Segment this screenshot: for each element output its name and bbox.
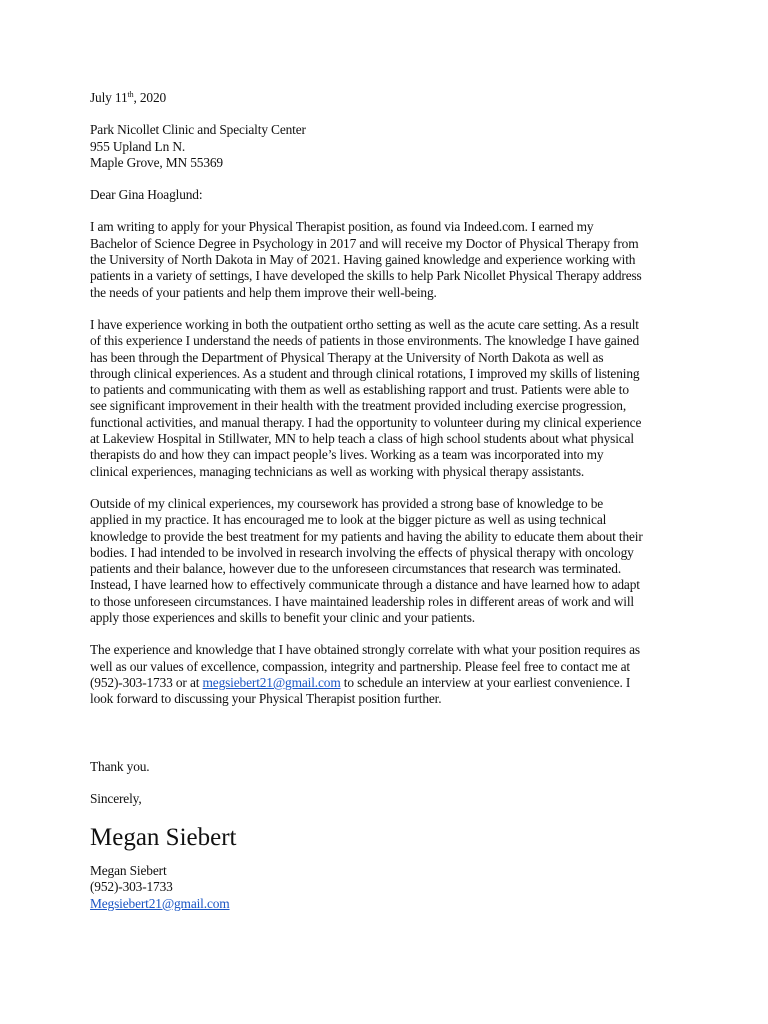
paragraph-coursework <box>90 496 680 626</box>
recipient-address <box>90 122 680 171</box>
paragraph-line: at Lakeview Hospital in Stillwater, MN to help teach a class of high school students about what physical <box>90 431 634 447</box>
paragraph-line: Outside of my clinical experiences, my coursework has provided a strong base of knowledge to be <box>90 495 604 511</box>
paragraph-experience <box>90 317 680 480</box>
sender-email-line <box>90 896 680 912</box>
paragraph-line: to patients and communicating with them as well as establishing rapport and trust. Patients were able to <box>90 382 629 398</box>
paragraph-intro <box>90 219 680 300</box>
paragraph-line: Instead, I have learned how to effectively communicate through a distance and have learned how to adapt <box>90 577 640 593</box>
thanks-line: Thank you. <box>90 758 150 774</box>
paragraph-line: I have experience working in both the outpatient ortho setting as well as the acute care setting. As a result <box>90 316 639 332</box>
paragraph-line: patients and their balance, however due to the unforeseen circumstances that research was terminated. <box>90 561 622 577</box>
paragraph-line: the needs of your patients and help them improve their well-being. <box>90 284 437 300</box>
letter-date <box>90 90 680 106</box>
recipient-org: Park Nicollet Clinic and Specialty Center <box>90 122 306 138</box>
paragraph-line: see significant improvement in their health with the treatment provided including exercise progression, <box>90 398 627 414</box>
contact-after-text: to schedule an interview at your earliest convenience. I <box>340 674 631 690</box>
paragraph-line: to those unforeseen circumstances. I have maintained leadership roles in different areas of work and will <box>90 593 634 609</box>
paragraph-line: well as our values of excellence, compassion, integrity and partnership. Please feel free to contact me at <box>90 658 630 674</box>
paragraph-line-contact <box>90 675 680 691</box>
paragraph-line: Bachelor of Science Degree in Psychology in 2017 and will receive my Doctor of Physical Therapy from <box>90 235 639 251</box>
paragraph-line: of this experience I understand the needs of patients in those environments. The knowledge I have gained <box>90 333 639 349</box>
paragraph-line: bodies. I had intended to be involved in research involving the effects of physical therapy with oncology <box>90 544 634 560</box>
cover-letter <box>90 90 680 912</box>
paragraph-line: apply those experiences and skills to benefit your clinic and your patients. <box>90 610 476 626</box>
paragraph-line: the University of North Dakota in May of 2021. Having gained knowledge and experience working with <box>90 252 636 268</box>
sender-block <box>90 863 680 912</box>
paragraph-line: functional activities, and manual therapy. I had the opportunity to volunteer during my clinical experience <box>90 414 642 430</box>
date-year: , 2020 <box>133 90 167 105</box>
contact-phone-text: (952)-303-1733 or at <box>90 674 203 690</box>
paragraph-line: clinical experiences, managing technicians as well as working with physical therapy assistants. <box>90 463 585 479</box>
paragraph-line: knowledge to provide the best treatment for my patients and having the ability to educate them about their <box>90 528 643 544</box>
date-ordinal-suffix: th <box>127 90 134 99</box>
paragraph-line: patients in a variety of settings, I have developed the skills to help Park Nicollet Physical Therapy address <box>90 268 642 284</box>
date-day: July 11 <box>90 90 128 105</box>
recipient-street: 955 Upland Ln N. <box>90 138 186 154</box>
salutation: Dear Gina Hoaglund: <box>90 187 203 203</box>
sender-phone: (952)-303-1733 <box>90 879 173 895</box>
paragraph-line: applied in my practice. It has encouraged me to look at the bigger picture as well as using technical <box>90 512 607 528</box>
contact-email-link[interactable]: megsiebert21@gmail.com <box>202 674 341 690</box>
paragraph-line: has been through the Department of Physical Therapy at the University of North Dakota as well as <box>90 349 604 365</box>
paragraph-line: therapists do and how they can impact people’s lives. Working as a team was incorporated into my <box>90 447 604 463</box>
paragraph-line: I am writing to apply for your Physical Therapist position, as found via Indeed.com. I earned my <box>90 219 594 235</box>
sincerely-line: Sincerely, <box>90 790 142 806</box>
paragraph-line: look forward to discussing your Physical Therapist position further. <box>90 691 442 707</box>
signature: Megan Siebert <box>90 824 237 852</box>
paragraph-line: through clinical experiences. As a student and through clinical rotations, I improved my skills of listening <box>90 365 640 381</box>
paragraph-line: The experience and knowledge that I have obtained strongly correlate with what your position requires as <box>90 642 640 658</box>
sender-email-link[interactable]: Megsiebert21@gmail.com <box>90 895 230 911</box>
paragraph-closing <box>90 642 680 707</box>
recipient-city: Maple Grove, MN 55369 <box>90 154 223 170</box>
sender-name: Megan Siebert <box>90 863 167 879</box>
